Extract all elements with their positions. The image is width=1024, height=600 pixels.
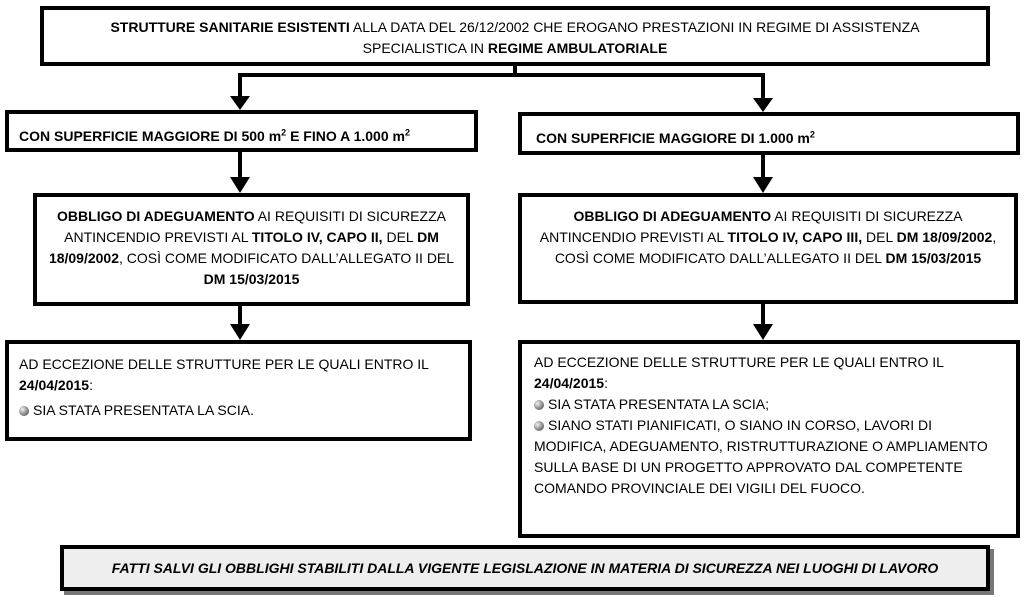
bold-text-segment: TITOLO IV, CAPO II,	[251, 229, 383, 245]
arrowhead-right-2	[753, 177, 773, 193]
bold-text-segment: DM 15/03/2015	[203, 271, 300, 287]
text-segment: DEL	[382, 229, 418, 245]
bold-text-segment: DM 18/09/2002	[896, 229, 993, 245]
bold-text-segment: TITOLO IV, CAPO III,	[727, 229, 863, 245]
superscript-2: 2	[281, 127, 287, 137]
right-header-box	[518, 112, 1020, 155]
bold-text-segment: 24/04/2015	[534, 375, 605, 391]
text-segment: AI REQUISITI DI SICUREZZA ANTINCENDIO PREVISTI AL	[539, 208, 963, 245]
arrowhead-right-3	[753, 324, 773, 340]
arrowhead-right-1	[753, 98, 773, 112]
right-exception-box	[518, 340, 1020, 538]
arrowhead-left-1	[230, 96, 250, 110]
bold-text-segment: OBBLIGO DI ADEGUAMENTO	[57, 208, 255, 224]
left-exception-list	[19, 400, 458, 421]
text-segment: DEL	[862, 229, 897, 245]
text-segment: AD ECCEZIONE DELLE STRUTTURE PER LE QUALI ENTRO IL	[19, 356, 429, 372]
bullet-icon	[534, 400, 544, 410]
list-item-text: SIANO STATI PIANIFICATI, O SIANO IN CORSO, LAVORI DI MODIFICA, ADEGUAMENTO, RISTRUTTURAZIONE O AMPLIAMENTO SULLA BASE DI UN PROGETTO APPROVATO DAL COMPETENTE COMANDO PROVINCIALE DEI VIGILI DEL FUOCO.	[534, 417, 988, 496]
right-exception-text	[534, 354, 943, 391]
text-segment: AI REQUISITI DI SICUREZZA ANTINCENDIO PREVISTI AL	[64, 208, 446, 245]
list-item	[534, 394, 1004, 415]
bold-text-segment: CON SUPERFICIE MAGGIORE DI 1.000 m	[536, 129, 810, 146]
bold-text-segment: DM 18/09/2002	[48, 229, 439, 266]
bold-text-segment: DM 15/03/2015	[885, 250, 982, 266]
right-header-text	[536, 130, 815, 146]
superscript-2: 2	[404, 127, 410, 137]
arrowhead-left-2	[230, 177, 250, 193]
text-segment: , COSÌ COME MODIFICATO DALL’ALLEGATO II DEL	[119, 250, 455, 266]
left-header-box	[5, 110, 478, 152]
list-item	[19, 400, 458, 421]
right-obligation-box	[518, 193, 1018, 304]
list-item	[534, 415, 1004, 499]
bold-text-segment: REGIME AMBULATORIALE	[487, 40, 668, 56]
left-header-text	[19, 128, 410, 144]
top-box	[40, 6, 990, 66]
bold-text-segment: OBBLIGO DI ADEGUAMENTO	[573, 208, 772, 224]
bold-text-segment: CON SUPERFICIE MAGGIORE DI 500 m	[19, 127, 282, 144]
bullet-icon	[19, 406, 29, 416]
top-box-text	[110, 19, 919, 56]
bold-text-segment: 24/04/2015	[19, 377, 90, 393]
bullet-icon	[534, 421, 544, 431]
text-segment: :	[89, 377, 93, 393]
text-segment: , COSÌ COME MODIFICATO DALL’ALLEGATO II DEL	[554, 229, 997, 266]
text-segment: AD ECCEZIONE DELLE STRUTTURE PER LE QUALI ENTRO IL	[534, 354, 944, 370]
left-obligation-text	[49, 208, 454, 287]
text-segment: :	[604, 375, 608, 391]
footer-note	[60, 545, 990, 591]
left-exception-text	[19, 356, 428, 393]
arrowhead-left-3	[230, 324, 250, 340]
bold-text-segment: E FINO A 1.000 m	[286, 127, 405, 144]
text-segment: ALLA DATA DEL 26/12/2002 CHE EROGANO PRESTAZIONI IN REGIME DI ASSISTENZA SPECIALISTICA IN	[349, 19, 920, 56]
right-obligation-text	[540, 208, 996, 266]
bold-text-segment: STRUTTURE SANITARIE ESISTENTI	[110, 19, 350, 35]
list-item-text: SIA STATA PRESENTATA LA SCIA;	[548, 396, 769, 412]
left-exception-box	[5, 340, 472, 441]
footer-note-text: FATTI SALVI GLI OBBLIGHI STABILITI DALLA VIGENTE LEGISLAZIONE IN MATERIA DI SICUREZZA NEI LUOGHI DI LAVORO	[111, 560, 939, 576]
right-exception-list	[534, 394, 1004, 499]
list-item-text: SIA STATA PRESENTATA LA SCIA.	[33, 402, 254, 418]
superscript-2: 2	[809, 129, 815, 139]
left-obligation-box	[33, 193, 470, 306]
